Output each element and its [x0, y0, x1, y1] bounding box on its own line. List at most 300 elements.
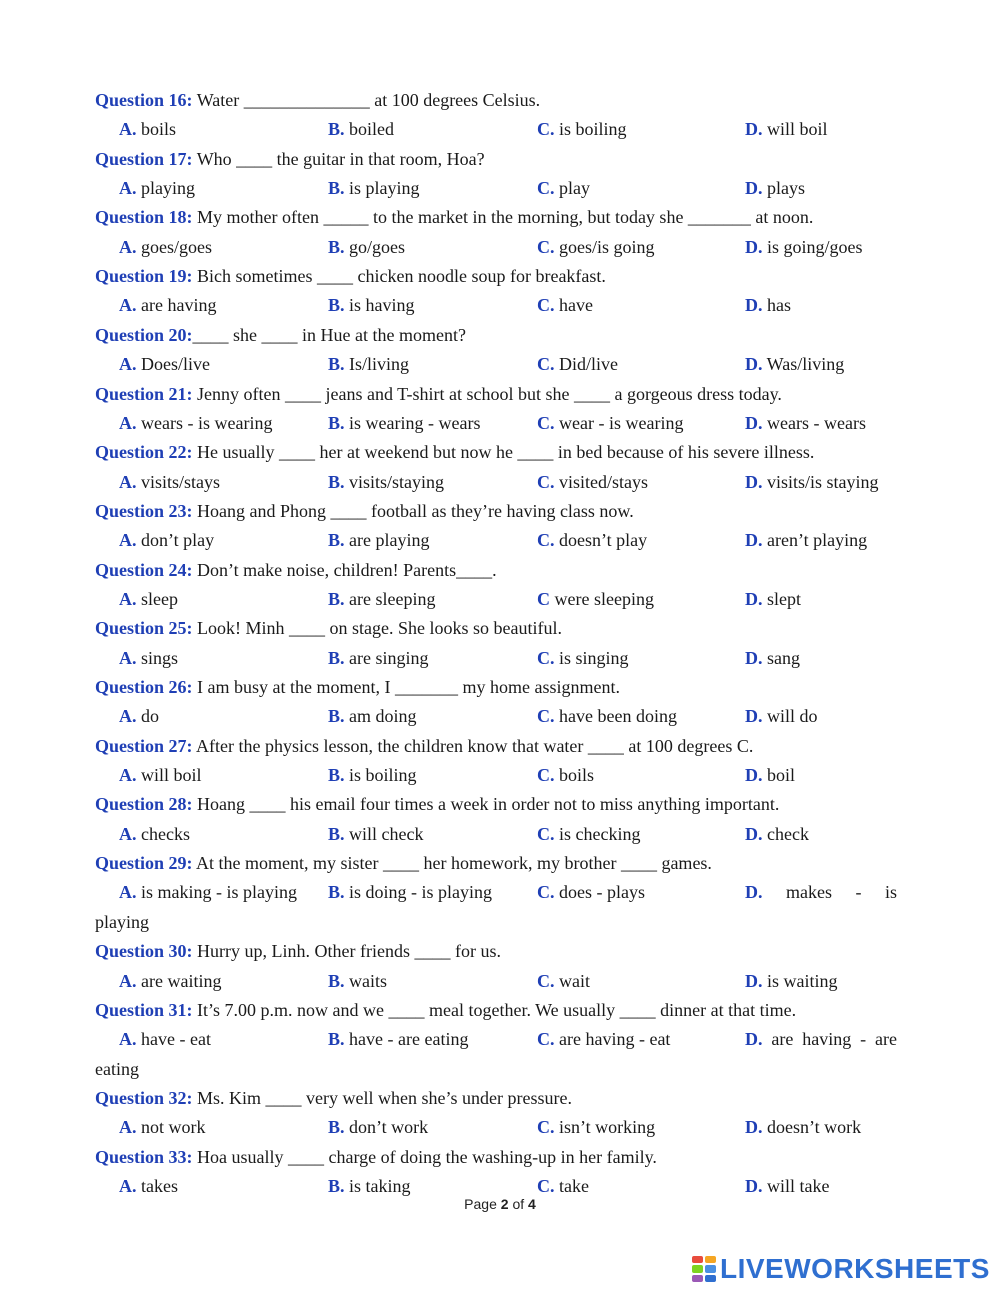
footer-current-page: 2: [500, 1196, 509, 1212]
option-letter: A.: [119, 589, 137, 609]
option-letter: B.: [328, 589, 345, 609]
option-text: don’t work: [344, 1117, 429, 1137]
option-c[interactable]: [537, 529, 647, 551]
option-d[interactable]: [745, 823, 809, 845]
option-text: will boil: [762, 119, 828, 139]
option-b[interactable]: [328, 529, 429, 551]
question-line: [95, 206, 905, 228]
option-letter: A.: [119, 765, 137, 785]
logo-text: LIVEWORKSHEETS: [720, 1253, 990, 1284]
question-text: Jenny often ____ jeans and T-shirt at school but she ____ a gorgeous dress today.: [192, 384, 782, 404]
option-text: are playing: [344, 530, 430, 550]
option-letter: C.: [537, 530, 555, 550]
option-text: visits/stays: [136, 472, 221, 492]
option-d[interactable]: [745, 764, 795, 786]
option-a[interactable]: [119, 823, 190, 845]
option-letter: D.: [745, 589, 763, 609]
question-text: Who ____ the guitar in that room, Hoa?: [192, 149, 485, 169]
option-text: wait: [554, 971, 590, 991]
option-text: slept: [762, 589, 801, 609]
option-a[interactable]: [119, 764, 202, 786]
option-letter: A.: [119, 295, 137, 315]
option-d[interactable]: [745, 970, 838, 992]
option-text: is boiling: [344, 765, 417, 785]
option-d-continuation: playing: [95, 912, 149, 932]
option-letter: D.: [745, 530, 763, 550]
option-text: check: [762, 824, 809, 844]
options-row: [0, 353, 1000, 375]
option-c[interactable]: [537, 177, 590, 199]
option-text: is having: [344, 295, 415, 315]
option-a[interactable]: [119, 1116, 206, 1138]
option-c[interactable]: [537, 647, 629, 669]
option-text: visited/stays: [554, 472, 648, 492]
option-text: is taking: [344, 1176, 411, 1196]
question-line: [95, 89, 905, 111]
option-a[interactable]: [119, 177, 195, 199]
option-d-word: -: [860, 1029, 867, 1049]
option-d[interactable]: [745, 412, 866, 434]
question-text: At the moment, my sister ____ her homework, my brother ____ games.: [192, 853, 712, 873]
option-letter: A.: [119, 648, 137, 668]
option-letter: C.: [537, 1117, 555, 1137]
option-letter: D.: [745, 648, 763, 668]
option-text: is playing: [344, 178, 420, 198]
option-a[interactable]: [119, 1175, 178, 1197]
question-label: Question 17:: [95, 149, 193, 169]
option-text: waits: [344, 971, 388, 991]
option-c[interactable]: [537, 970, 590, 992]
option-letter: B.: [328, 119, 345, 139]
option-letter: A.: [119, 1176, 137, 1196]
option-text: is wearing - wears: [344, 413, 481, 433]
option-letter: A.: [119, 1117, 137, 1137]
option-letter: A.: [119, 119, 137, 139]
option-c[interactable]: [537, 705, 677, 727]
options-row: [0, 118, 1000, 140]
question-line: [95, 735, 905, 757]
option-a[interactable]: [119, 647, 178, 669]
option-text: has: [762, 295, 791, 315]
option-text: boil: [762, 765, 796, 785]
option-letter: D.: [745, 472, 763, 492]
option-text: will check: [344, 824, 424, 844]
option-d-continuation: eating: [95, 1059, 139, 1079]
option-text: sings: [136, 648, 179, 668]
question-text: Ms. Kim ____ very well when she’s under pressure.: [192, 1088, 572, 1108]
option-letter: D.: [745, 1176, 763, 1196]
option-text: are singing: [344, 648, 429, 668]
option-c[interactable]: [537, 353, 618, 375]
option-text: is checking: [554, 824, 641, 844]
option-text: is boiling: [554, 119, 627, 139]
options-row: [0, 764, 1000, 786]
option-text: play: [554, 178, 590, 198]
option-d[interactable]: [745, 588, 801, 610]
option-letter: A.: [119, 237, 137, 257]
option-letter: A.: [119, 178, 137, 198]
option-letter: B.: [328, 882, 345, 902]
question-label: Question 29:: [95, 853, 193, 873]
option-letter: B.: [328, 237, 345, 257]
option-letter: D.: [745, 765, 763, 785]
option-a[interactable]: [119, 471, 220, 493]
option-letter: A.: [119, 472, 137, 492]
option-letter: B.: [328, 1029, 345, 1049]
option-text: am doing: [344, 706, 417, 726]
question-label: Question 31:: [95, 1000, 193, 1020]
option-text: takes: [136, 1176, 178, 1196]
question-text: Don’t make noise, children! Parents____.: [192, 560, 497, 580]
option-b[interactable]: [328, 705, 417, 727]
option-c[interactable]: [537, 823, 640, 845]
option-letter: B.: [328, 530, 345, 550]
option-a[interactable]: [119, 118, 176, 140]
option-text: do: [136, 706, 159, 726]
question-label: Question 22:: [95, 442, 193, 462]
option-d[interactable]: [745, 471, 879, 493]
question-text: It’s 7.00 p.m. now and we ____ meal together. We usually ____ dinner at that time.: [192, 1000, 797, 1020]
option-b[interactable]: [328, 236, 405, 258]
option-b[interactable]: [328, 823, 424, 845]
question-text: ____ she ____ in Hue at the moment?: [192, 325, 466, 345]
option-text: not work: [136, 1117, 206, 1137]
option-letter: B.: [328, 824, 345, 844]
question-line: [95, 852, 905, 874]
option-letter: A.: [119, 530, 137, 550]
option-a[interactable]: [119, 353, 210, 375]
question-label: Question 33:: [95, 1147, 193, 1167]
option-text: visits/staying: [344, 472, 445, 492]
option-text: doesn’t play: [554, 530, 648, 550]
option-b[interactable]: [328, 471, 444, 493]
option-c[interactable]: [537, 881, 645, 903]
option-text: boiled: [344, 119, 395, 139]
question-label: Question 20:: [95, 325, 193, 345]
option-d[interactable]: [745, 118, 828, 140]
question-line: [95, 441, 905, 463]
options-row: [0, 881, 1000, 903]
option-letter: D.: [745, 882, 763, 902]
option-b[interactable]: [328, 881, 492, 903]
option-d[interactable]: [745, 881, 897, 903]
option-letter: C.: [537, 648, 555, 668]
option-d-word: are: [771, 1029, 794, 1049]
question-line: [95, 617, 905, 639]
footer-total-pages: 4: [528, 1196, 536, 1212]
option-letter: A.: [119, 354, 137, 374]
option-text: isn’t working: [554, 1117, 656, 1137]
footer-middle: of: [508, 1196, 529, 1212]
liveworksheets-logo[interactable]: [692, 1253, 990, 1285]
option-letter: C.: [537, 472, 555, 492]
option-d[interactable]: [745, 705, 818, 727]
option-letter: D.: [745, 354, 763, 374]
question-line: [95, 148, 905, 170]
question-line: [95, 500, 905, 522]
question-line: [95, 999, 905, 1021]
option-letter: C.: [537, 765, 555, 785]
option-a[interactable]: [119, 881, 297, 903]
option-text: are having - eat: [554, 1029, 671, 1049]
option-text: will take: [762, 1176, 830, 1196]
option-text: plays: [762, 178, 805, 198]
option-text: visits/is staying: [762, 472, 879, 492]
option-text: have - eat: [136, 1029, 211, 1049]
option-b[interactable]: [328, 294, 415, 316]
option-c[interactable]: [537, 236, 655, 258]
option-d-word: are: [874, 1029, 897, 1049]
option-text: is making - is playing: [136, 882, 297, 902]
question-line: [95, 324, 905, 346]
option-text: is going/goes: [762, 237, 863, 257]
question-line: [95, 1087, 905, 1109]
option-d[interactable]: [745, 353, 844, 375]
option-letter: A.: [119, 706, 137, 726]
question-text: Look! Minh ____ on stage. She looks so beautiful.: [192, 618, 562, 638]
option-text: will boil: [136, 765, 202, 785]
option-text: have - are eating: [344, 1029, 469, 1049]
option-b[interactable]: [328, 1116, 428, 1138]
option-b[interactable]: [328, 647, 429, 669]
option-letter: A.: [119, 882, 137, 902]
option-text: wear - is wearing: [554, 413, 684, 433]
option-a[interactable]: [119, 412, 272, 434]
option-c[interactable]: [537, 118, 627, 140]
option-a[interactable]: [119, 970, 221, 992]
liveworksheets-logo-icon: [692, 1256, 716, 1282]
option-letter: D.: [745, 971, 763, 991]
option-a[interactable]: [119, 588, 178, 610]
options-row: [0, 1116, 1000, 1138]
option-text: aren’t playing: [762, 530, 868, 550]
question-text: My mother often _____ to the market in the morning, but today she _______ at noon.: [192, 207, 814, 227]
option-text: boils: [136, 119, 177, 139]
option-text: are having: [136, 295, 217, 315]
option-letter: B.: [328, 1117, 345, 1137]
question-label: Question 26:: [95, 677, 193, 697]
option-b[interactable]: [328, 588, 435, 610]
option-letter: D.: [745, 1029, 763, 1049]
option-letter: C.: [537, 119, 555, 139]
option-c[interactable]: [537, 1028, 670, 1050]
option-b[interactable]: [328, 118, 394, 140]
option-d[interactable]: [745, 294, 791, 316]
option-letter: B.: [328, 413, 345, 433]
option-text: sleep: [136, 589, 178, 609]
option-text: don’t play: [136, 530, 215, 550]
option-text: wears - is wearing: [136, 413, 273, 433]
question-text: Hoang ____ his email four times a week in order not to miss anything important.: [192, 794, 780, 814]
question-line: [95, 559, 905, 581]
option-letter: C.: [537, 706, 555, 726]
option-d-word: -: [855, 882, 862, 902]
option-letter: D.: [745, 178, 763, 198]
option-c[interactable]: [537, 764, 594, 786]
options-row: [0, 970, 1000, 992]
option-text: will do: [762, 706, 818, 726]
option-text: doesn’t work: [762, 1117, 862, 1137]
question-text: Bich sometimes ____ chicken noodle soup for breakfast.: [192, 266, 606, 286]
options-row: [0, 705, 1000, 727]
option-letter: C.: [537, 237, 555, 257]
option-letter: B.: [328, 295, 345, 315]
option-c[interactable]: [537, 412, 683, 434]
question-label: Question 21:: [95, 384, 193, 404]
question-label: Question 23:: [95, 501, 193, 521]
option-text: have: [554, 295, 593, 315]
option-c[interactable]: [537, 1116, 655, 1138]
option-letter: D.: [745, 824, 763, 844]
option-letter: C.: [537, 413, 555, 433]
option-d[interactable]: [745, 1028, 897, 1050]
option-letter: A.: [119, 413, 137, 433]
option-a[interactable]: [119, 294, 216, 316]
option-text: are waiting: [136, 971, 222, 991]
page-footer: [0, 1196, 1000, 1212]
option-text: does - plays: [554, 882, 645, 902]
option-d-word: having: [802, 1029, 852, 1049]
option-letter: B.: [328, 1176, 345, 1196]
option-letter: C.: [537, 971, 555, 991]
option-a[interactable]: [119, 705, 159, 727]
option-letter: D.: [745, 706, 763, 726]
question-text: After the physics lesson, the children know that water ____ at 100 degrees C.: [192, 736, 754, 756]
question-text: Hurry up, Linh. Other friends ____ for us.: [192, 941, 501, 961]
option-d-word: makes: [786, 882, 832, 902]
option-text: Did/live: [554, 354, 618, 374]
question-label: Question 19:: [95, 266, 193, 286]
option-c[interactable]: [537, 294, 593, 316]
option-b[interactable]: [328, 1175, 411, 1197]
option-text: goes/goes: [136, 237, 212, 257]
option-text: is waiting: [762, 971, 838, 991]
options-row: [0, 588, 1000, 610]
option-letter: C.: [537, 354, 555, 374]
question-label: Question 25:: [95, 618, 193, 638]
option-b[interactable]: [328, 1028, 468, 1050]
option-letter: A.: [119, 1029, 137, 1049]
option-d[interactable]: [745, 236, 863, 258]
option-letter: D.: [745, 413, 763, 433]
option-letter: C.: [537, 1029, 555, 1049]
option-text: Is/living: [344, 354, 410, 374]
question-line: [95, 383, 905, 405]
question-label: Question 30:: [95, 941, 193, 961]
option-letter: B.: [328, 971, 345, 991]
question-label: Question 16:: [95, 90, 193, 110]
option-letter: C: [537, 589, 550, 609]
option-letter: C.: [537, 178, 555, 198]
option-text: Does/live: [136, 354, 210, 374]
option-text: boils: [554, 765, 595, 785]
question-text: Water ______________ at 100 degrees Celsius.: [192, 90, 541, 110]
option-letter: B.: [328, 472, 345, 492]
option-letter: D.: [745, 295, 763, 315]
option-text: Was/living: [762, 354, 845, 374]
option-text: playing: [136, 178, 195, 198]
option-b[interactable]: [328, 177, 420, 199]
option-text: take: [554, 1176, 589, 1196]
option-text: checks: [136, 824, 190, 844]
option-b[interactable]: [328, 353, 409, 375]
option-b[interactable]: [328, 970, 387, 992]
option-letter: B.: [328, 648, 345, 668]
option-letter: C.: [537, 295, 555, 315]
option-letter: A.: [119, 824, 137, 844]
question-text: I am busy at the moment, I _______ my home assignment.: [192, 677, 620, 697]
option-d[interactable]: [745, 177, 805, 199]
option-letter: B.: [328, 178, 345, 198]
option-text: wears - wears: [762, 413, 866, 433]
option-d[interactable]: [745, 1175, 829, 1197]
question-label: Question 27:: [95, 736, 193, 756]
question-text: Hoa usually ____ charge of doing the washing-up in her family.: [192, 1147, 657, 1167]
option-letter: A.: [119, 971, 137, 991]
options-row: [0, 1175, 1000, 1197]
option-d-word: is: [884, 882, 897, 902]
option-b[interactable]: [328, 412, 480, 434]
question-line: [95, 265, 905, 287]
question-text: Hoang and Phong ____ football as they’re having class now.: [192, 501, 634, 521]
option-text: have been doing: [554, 706, 677, 726]
option-letter: B.: [328, 765, 345, 785]
option-letter: D.: [745, 119, 763, 139]
question-label: Question 24:: [95, 560, 193, 580]
option-letter: B.: [328, 354, 345, 374]
question-line: [95, 940, 905, 962]
option-b[interactable]: [328, 764, 417, 786]
option-letter: B.: [328, 706, 345, 726]
option-text: is doing - is playing: [344, 882, 493, 902]
question-line: [95, 1146, 905, 1168]
option-letter: C.: [537, 882, 555, 902]
options-row: [0, 471, 1000, 493]
option-d[interactable]: [745, 647, 800, 669]
question-label: Question 28:: [95, 794, 193, 814]
option-letter: D.: [745, 237, 763, 257]
option-text: were sleeping: [550, 589, 654, 609]
option-letter: C.: [537, 1176, 555, 1196]
options-row: [0, 647, 1000, 669]
option-c[interactable]: [537, 471, 648, 493]
option-a[interactable]: [119, 1028, 211, 1050]
option-d[interactable]: [745, 529, 867, 551]
option-c[interactable]: [537, 1175, 589, 1197]
options-row: [0, 412, 1000, 434]
question-line: [95, 793, 905, 815]
option-a[interactable]: [119, 529, 214, 551]
option-d[interactable]: [745, 1116, 861, 1138]
question-label: Question 18:: [95, 207, 193, 227]
question-text: He usually ____ her at weekend but now he ____ in bed because of his severe illness.: [192, 442, 815, 462]
question-line: [95, 676, 905, 698]
options-row: [0, 529, 1000, 551]
question-label: Question 32:: [95, 1088, 193, 1108]
options-row: [0, 1028, 1000, 1050]
option-text: goes/is going: [554, 237, 655, 257]
options-row: [0, 823, 1000, 845]
options-row: [0, 177, 1000, 199]
option-text: sang: [762, 648, 800, 668]
footer-prefix: Page: [464, 1196, 501, 1212]
option-letter: C.: [537, 824, 555, 844]
option-text: go/goes: [344, 237, 406, 257]
option-a[interactable]: [119, 236, 212, 258]
option-c[interactable]: [537, 588, 654, 610]
options-row: [0, 236, 1000, 258]
option-letter: D.: [745, 1117, 763, 1137]
